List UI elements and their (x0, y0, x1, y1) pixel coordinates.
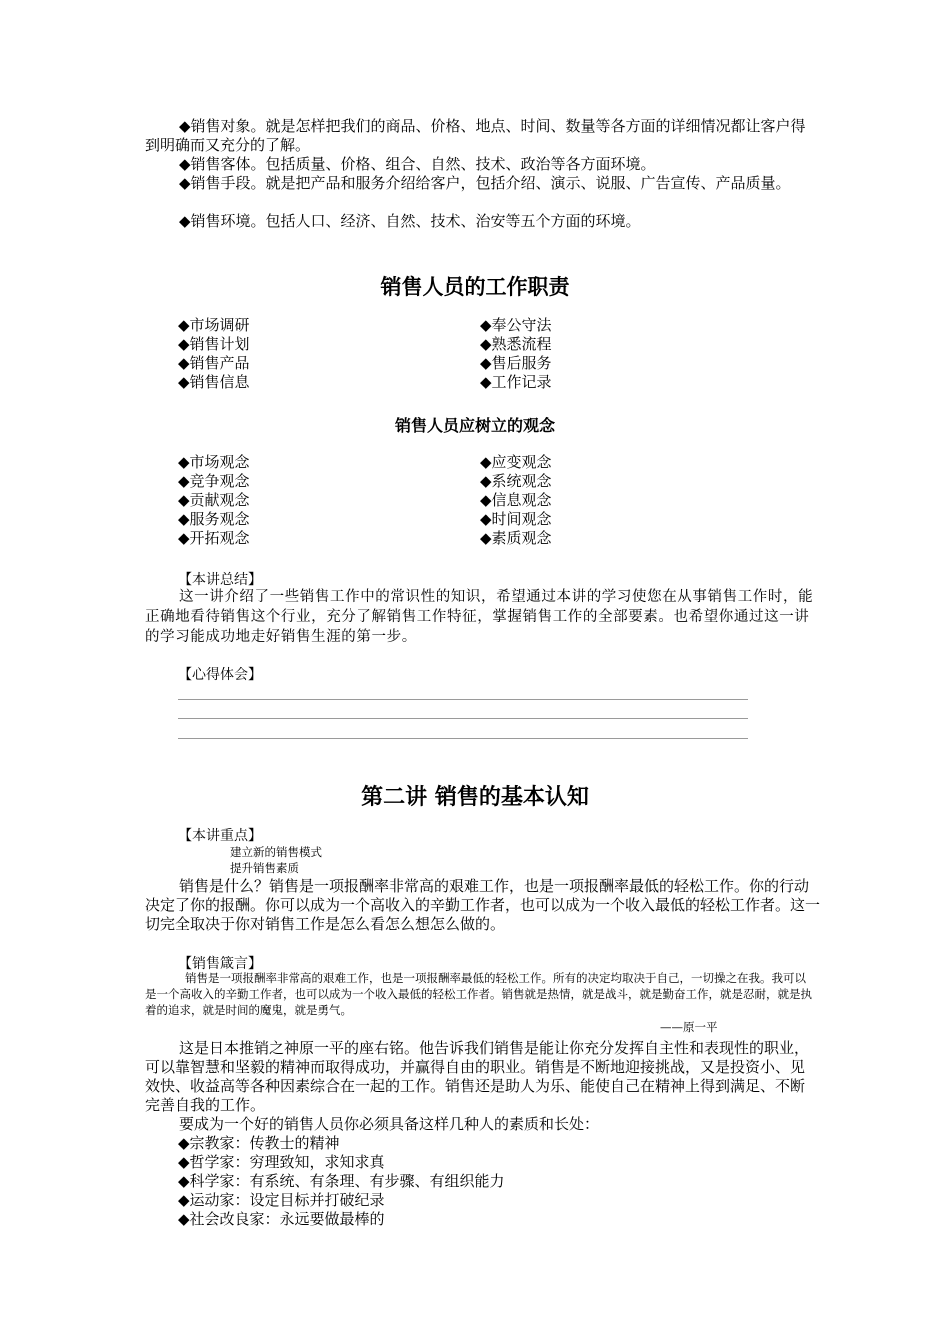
sales-object-item: ◆销售对象。就是怎样把我们的商品、价格、地点、时间、数量等各方面的详细情况都让客户得到明确而又充分的了解。 (145, 117, 806, 154)
sales-environment-item: ◆销售环境。包括人口、经济、自然、技术、治安等五个方面的环境。 (179, 212, 641, 230)
list-item: ◆素质观念 (480, 529, 552, 547)
list-item: ◆信息观念 (480, 491, 552, 509)
notes-line (178, 718, 748, 719)
lecture2-paragraph: 这是日本推销之神原一平的座右铭。他告诉我们销售是能让你充分发挥自主性和表现性的职业，可以靠智慧和坚毅的精神而取得成功，并赢得自由的职业。销售是不断地迎接挑战，又是投资小、见效快、收益高等各种因素综合在一起的工作。销售还是助人为乐、能使自己在精神上得到满足、不断完善自我的工作。 (145, 1039, 810, 1114)
notes-line (178, 699, 748, 700)
list-item: ◆贡献观念 (178, 491, 250, 509)
list-item: ◆应变观念 (480, 453, 552, 471)
list-item: ◆服务观念 (178, 510, 250, 528)
focus-item: 提升销售素质 (230, 861, 299, 875)
motto-text: 销售是一项报酬率非常高的艰难工作，也是一项报酬率最低的轻松工作。所有的决定均取决于自己，一切操之在我。我可以是一个高收入的辛勤工作者，也可以成为一个收入最低的轻松工作者。销售就是热情，就是战斗，就是勤奋工作，就是忍耐，就是执着的追求，就是时间的魔鬼，就是勇气。 (145, 971, 812, 1017)
list-item: ◆熟悉流程 (480, 335, 552, 353)
sales-means-item: ◆销售手段。就是把产品和服务介绍给客户，包括介绍、演示、说服、广告宣传、产品质量。 (179, 174, 791, 192)
duties-title: 销售人员的工作职责 (380, 275, 570, 299)
lecture2-paragraph: 要成为一个好的销售人员你必须具备这样几种人的素质和长处： (179, 1115, 600, 1133)
list-item: ◆社会改良家：永远要做最棒的 (178, 1210, 385, 1228)
notes-label: 【心得体会】 (178, 667, 262, 683)
notes-line (178, 738, 748, 739)
duties-left-list (178, 316, 250, 392)
summary-label: 【本讲总结】 (178, 572, 262, 588)
list-item: ◆售后服务 (480, 354, 552, 372)
focus-label: 【本讲重点】 (178, 828, 262, 844)
concepts-right-list (480, 453, 552, 548)
list-item: ◆开拓观念 (178, 529, 250, 547)
summary-text: 这一讲介绍了一些销售工作中的常识性的知识，希望通过本讲的学习使您在从事销售工作时，能正确地看待销售这个行业，充分了解销售工作特征，掌握销售工作的全部要素。也希望你通过这一讲的学习能成功地走好销售生涯的第一步。 (145, 589, 814, 645)
list-item: ◆系统观念 (480, 472, 552, 490)
list-item: ◆奉公守法 (480, 316, 552, 334)
motto-label: 【销售箴言】 (178, 956, 262, 972)
sales-subject-item: ◆销售客体。包括质量、价格、组合、自然、技术、政治等各方面环境。 (179, 155, 656, 173)
motto-author: ——原一平 (660, 1020, 718, 1034)
list-item: ◆运动家：设定目标并打破纪录 (178, 1191, 385, 1209)
duties-right-list (480, 316, 552, 392)
concepts-left-list (178, 453, 250, 548)
list-item: ◆时间观念 (480, 510, 552, 528)
list-item: ◆市场调研 (178, 316, 250, 334)
list-item: ◆市场观念 (178, 453, 250, 471)
list-item: ◆销售信息 (178, 373, 250, 391)
list-item: ◆销售产品 (178, 354, 250, 372)
list-item: ◆宗教家：传教士的精神 (178, 1134, 340, 1152)
lecture2-intro: 销售是什么？销售是一项报酬率非常高的艰难工作，也是一项报酬率最低的轻松工作。你的行动决定了你的报酬。你可以成为一个高收入的辛勤工作者，也可以成为一个收入最低的轻松工作者。这一切完全取决于你对销售工作是怎么看怎么想怎么做的。 (145, 877, 821, 933)
focus-item: 建立新的销售模式 (230, 845, 322, 859)
list-item: ◆科学家：有系统、有条理、有步骤、有组织能力 (178, 1172, 505, 1190)
list-item: ◆哲学家：穷理致知，求知求真 (178, 1153, 385, 1171)
list-item: ◆销售计划 (178, 335, 250, 353)
list-item: ◆竞争观念 (178, 472, 250, 490)
list-item: ◆工作记录 (480, 373, 552, 391)
concepts-title: 销售人员应树立的观念 (394, 416, 555, 435)
lecture2-title: 第二讲 销售的基本认知 (361, 785, 589, 810)
traits-list (178, 1134, 505, 1229)
